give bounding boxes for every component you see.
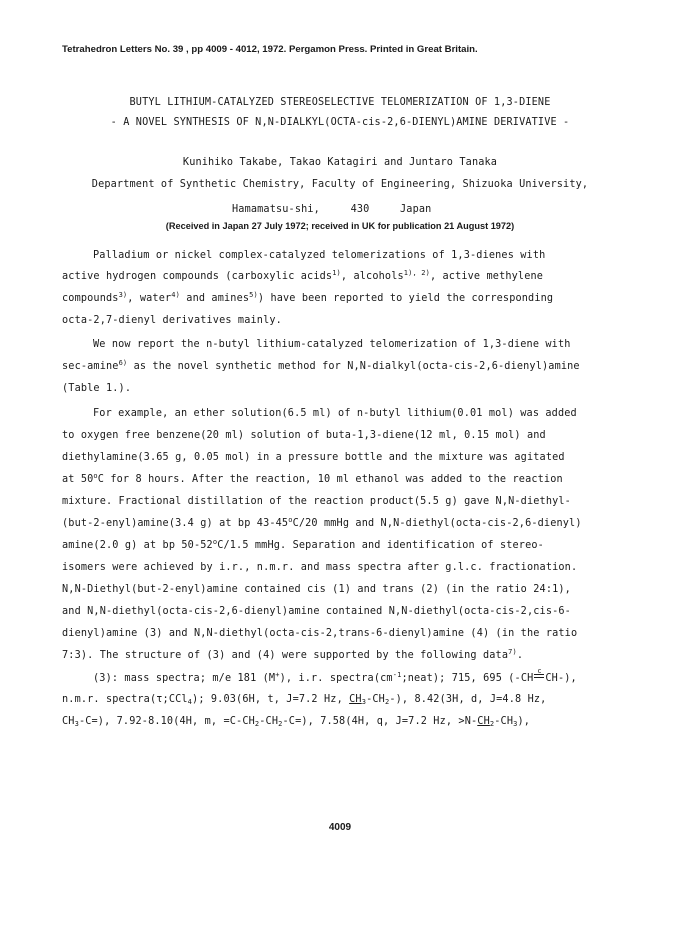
p3-line-3: diethylamine(3.65 g, 0.05 mol) in a pressure bottle and the mixture was agitated xyxy=(62,452,565,463)
p3-line-11: dienyl)amine (3) and N,N-diethyl(octa-cis-2,trans-6-dienyl)amine (4) (in the ratio xyxy=(62,628,578,639)
p3-line-12: 7:3). The structure of (3) and (4) were supported by the following data$^{7)}$. xyxy=(62,648,524,661)
degree-mark: o xyxy=(212,538,218,546)
reference-mark: 4) xyxy=(171,291,181,299)
p1-line-1: Palladium or nickel complex-catalyzed telomerizations of 1,3-dienes with xyxy=(93,250,546,261)
cis-double-bond-icon: c xyxy=(533,672,545,680)
p3-line-4: at 50$^o$C for 8 hours. After the reaction, 10 ml ethanol was added to the reaction xyxy=(62,472,563,485)
title-line-1: BUTYL LITHIUM-CATALYZED STEREOSELECTIVE TELOMERIZATION OF 1,3-DIENE xyxy=(129,97,551,108)
p1-line-3: compounds$^{3)}$, water$^{4)}$ and amines$^{5)}$) have been reported to yield the corresponding xyxy=(62,291,554,304)
address-city: Hamamatsu-shi, xyxy=(232,204,320,215)
author-department: Department of Synthetic Chemistry, Faculty of Engineering, Shizuoka University, xyxy=(91,179,589,190)
p3-line-5: mixture. Fractional distillation of the reaction product(5.5 g) gave N,N-diethyl- xyxy=(62,496,571,507)
reference-mark: 7) xyxy=(508,648,517,656)
address-postcode: 430 xyxy=(350,204,370,215)
p3-line-7: amine(2.0 g) at bp 50-52$^o$C/1.5 mmHg. Separation and identification of stereo- xyxy=(62,538,544,551)
p4-line-3: $CH_3-C=$), 7.92-8.10(4H, m, $=C-CH_2-CH_2-C=$), 7.58(4H, q, J=7.2 Hz, $>N-CH_2-CH_3$), xyxy=(62,716,531,728)
p2-line-3: (Table 1.). xyxy=(62,383,132,394)
reference-mark: 1), 2) xyxy=(403,269,430,277)
reference-mark: 6) xyxy=(118,359,128,367)
p3-line-6: (but-2-enyl)amine(3.4 g) at bp 43-45$^o$C/20 mmHg and N,N-diethyl(octa-cis-2,6-dienyl) xyxy=(62,516,582,529)
degree-mark: o xyxy=(288,516,293,524)
p3-line-10: and N,N-diethyl(octa-cis-2,6-dienyl)amine contained N,N-diethyl(octa-cis-2,cis-6- xyxy=(62,606,571,617)
author-names: Kunihiko Takabe, Takao Katagiri and Juntaro Tanaka xyxy=(182,157,498,168)
p1-line-2: active hydrogen compounds (carboxylic acids$^{1)}$, alcohols$^{1), 2)}$, active methylene xyxy=(62,269,544,282)
p2-line-1: We now report the n-butyl lithium-catalyzed telomerization of 1,3-diene with xyxy=(93,339,571,350)
p3-line-1: For example, an ether solution(6.5 ml) of n-butyl lithium(0.01 mol) was added xyxy=(93,408,577,419)
degree-mark: o xyxy=(93,472,98,480)
page-number: 4009 xyxy=(328,822,352,833)
title-line-2: - A NOVEL SYNTHESIS OF N,N-DIALKYL(OCTA-cis-2,6-DIENYL)AMINE DERIVATIVE - xyxy=(110,117,570,128)
reference-mark: 1) xyxy=(332,269,341,277)
reference-mark: 5) xyxy=(249,291,258,299)
p1-line-4: octa-2,7-dienyl derivatives mainly. xyxy=(62,315,282,326)
address-country: Japan xyxy=(400,204,432,215)
received-dates: (Received in Japan 27 July 1972; received in UK for publication 21 August 1972) xyxy=(165,221,515,231)
charge-mark: + xyxy=(275,671,280,679)
p3-line-9: N,N-Diethyl(but-2-enyl)amine contained cis (1) and trans (2) (in the ratio 24:1), xyxy=(62,584,571,595)
reference-mark: 3) xyxy=(118,291,128,299)
author-address xyxy=(232,204,431,215)
p4-line-2: n.m.r. spectra(τ;CCl$_4$); 9.03(6H, t, J=7.2 Hz, $CH_3-CH_2-$), 8.42(3H, d, J=4.8 Hz, xyxy=(62,694,547,706)
p3-line-2: to oxygen free benzene(20 ml) solution of buta-1,3-diene(12 ml, 0.15 mol) and xyxy=(62,430,546,441)
journal-header: Tetrahedron Letters No. 39 , pp 4009 - 4012, 1972. Pergamon Press. Printed in Great Britain. xyxy=(62,44,478,55)
p2-line-2: sec-amine$^{6)}$ as the novel synthetic method for N,N-dialkyl(octa-cis-2,6-dienyl)amine xyxy=(62,359,580,372)
exponent-mark: -1 xyxy=(392,671,402,679)
p3-line-8: isomers were achieved by i.r., n.m.r. and mass spectra after g.l.c. fractionation. xyxy=(62,562,578,573)
p4-line-1: (3): mass spectra; m/e 181 (M+), i.r. $spectra(cm^{-1};neat)$; 715, 695 (-CH c CH-), xyxy=(93,667,577,684)
